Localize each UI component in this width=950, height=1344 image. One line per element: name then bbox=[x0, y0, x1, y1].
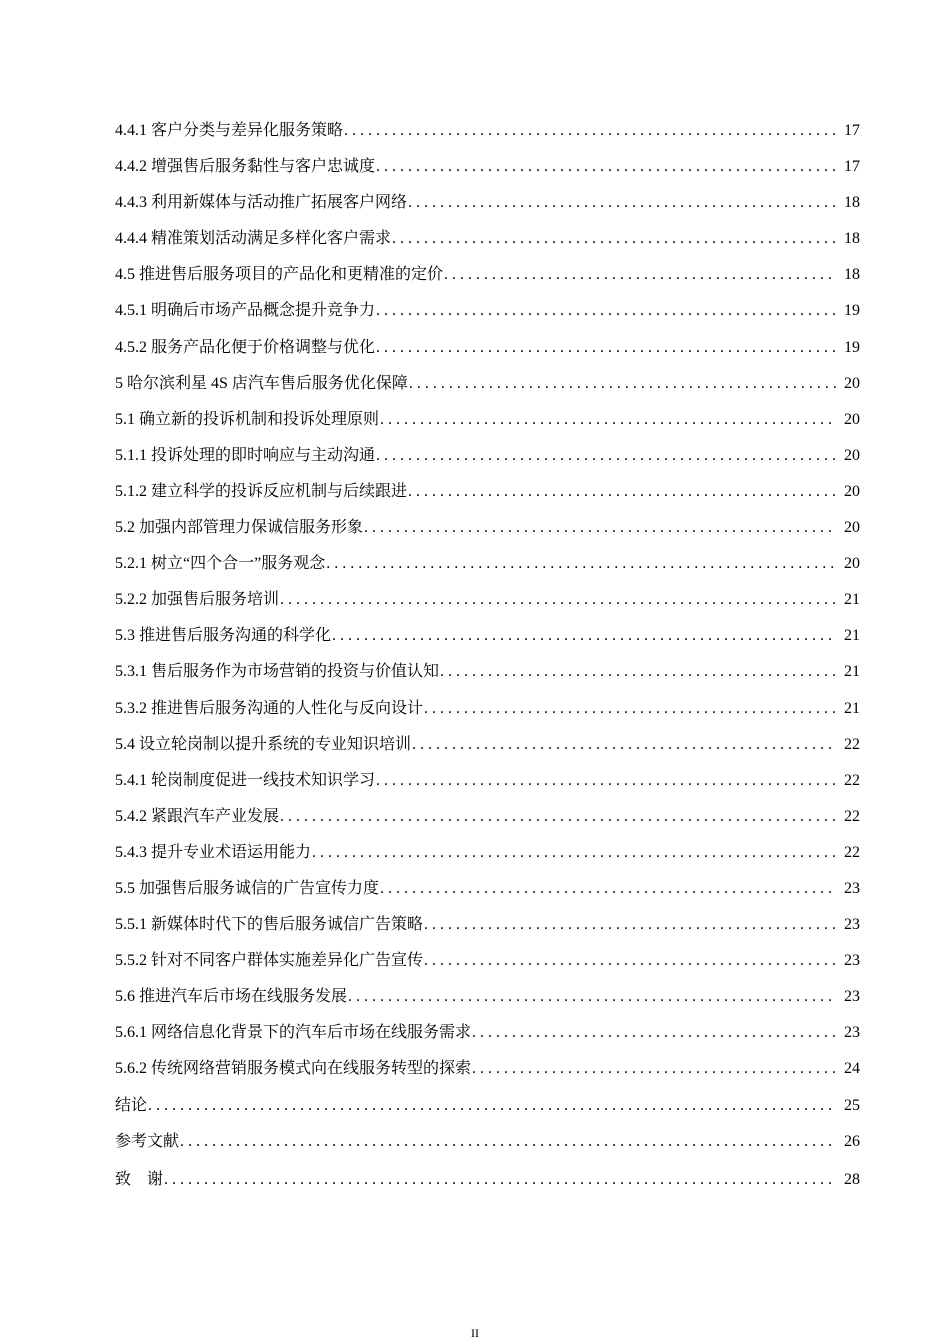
toc-entry-page: 26 bbox=[844, 1132, 860, 1150]
toc-entry-page: 24 bbox=[844, 1060, 860, 1078]
toc-entry-title: 5.4.3 提升专业术语运用能力 bbox=[115, 843, 312, 861]
toc-entry[interactable] bbox=[115, 293, 860, 329]
toc-dot-leader bbox=[326, 546, 836, 582]
toc-entry-page: 22 bbox=[844, 771, 860, 789]
toc-entry-page: 17 bbox=[844, 122, 860, 139]
toc-entry[interactable] bbox=[115, 654, 860, 690]
toc-entry-page: 23 bbox=[844, 1024, 860, 1042]
toc-dot-leader bbox=[376, 763, 836, 799]
toc-entry-title: 5.4.1 轮岗制度促进一线技术知识学习 bbox=[115, 771, 376, 789]
toc-entry-page: 17 bbox=[844, 158, 860, 176]
toc-entry-page: 22 bbox=[844, 735, 860, 753]
toc-dot-leader bbox=[280, 582, 836, 618]
toc-entry-title: 4.5 推进售后服务项目的产品化和更精准的定价 bbox=[115, 266, 444, 284]
toc-dot-leader bbox=[409, 366, 836, 402]
toc-entry-page: 23 bbox=[844, 988, 860, 1006]
toc-entry-page: 22 bbox=[844, 807, 860, 825]
toc-dot-leader bbox=[424, 943, 836, 979]
toc-dot-leader bbox=[424, 691, 836, 727]
toc-dot-leader bbox=[376, 149, 836, 185]
toc-entry-page: 20 bbox=[844, 482, 860, 500]
toc-entry[interactable] bbox=[115, 582, 860, 618]
toc-entry[interactable] bbox=[115, 835, 860, 871]
toc-entry-title: 4.4.3 利用新媒体与活动推广拓展客户网络 bbox=[115, 194, 408, 212]
toc-entry[interactable] bbox=[115, 510, 860, 546]
toc-dot-leader bbox=[444, 257, 836, 293]
toc-entry-page: 22 bbox=[844, 843, 860, 861]
toc-dot-leader bbox=[392, 221, 836, 257]
toc-entry[interactable] bbox=[115, 221, 860, 257]
toc-entry[interactable] bbox=[115, 943, 860, 979]
toc-dot-leader bbox=[376, 293, 836, 329]
toc-dot-leader bbox=[380, 871, 836, 907]
toc-entry-title: 参考文献 bbox=[115, 1132, 180, 1150]
toc-entry-title: 4.5.2 服务产品化便于价格调整与优化 bbox=[115, 338, 376, 356]
toc-dot-leader bbox=[472, 1051, 836, 1087]
toc-entry[interactable] bbox=[115, 402, 860, 438]
toc-entry-title: 5.1 确立新的投诉机制和投诉处理原则 bbox=[115, 410, 380, 428]
toc-entry-title: 5.5 加强售后服务诚信的广告宣传力度 bbox=[115, 879, 380, 897]
toc-entry[interactable] bbox=[115, 1088, 860, 1124]
toc-dot-leader bbox=[348, 979, 836, 1015]
toc-dot-leader bbox=[408, 474, 836, 510]
toc-entry[interactable] bbox=[115, 1124, 860, 1160]
toc-entry-title: 5.6 推进汽车后市场在线服务发展 bbox=[115, 988, 348, 1006]
toc-entry-page: 21 bbox=[844, 699, 860, 717]
toc-entry-title: 5.2.1 树立“四个合一”服务观念 bbox=[115, 555, 326, 573]
page-number: II bbox=[471, 1326, 479, 1340]
toc-dot-leader bbox=[440, 654, 836, 690]
toc-entry-title: 4.4.1 客户分类与差异化服务策略 bbox=[115, 122, 344, 139]
toc-entry-page: 20 bbox=[844, 555, 860, 573]
toc-entry[interactable] bbox=[115, 871, 860, 907]
toc-entry[interactable] bbox=[115, 691, 860, 727]
toc-dot-leader bbox=[376, 438, 836, 474]
toc-entry[interactable] bbox=[115, 799, 860, 835]
toc-entry[interactable] bbox=[115, 149, 860, 185]
toc-entry-page: 21 bbox=[844, 591, 860, 609]
toc-dot-leader bbox=[424, 907, 836, 943]
toc-entry-title: 5.6.2 传统网络营销服务模式向在线服务转型的探索 bbox=[115, 1060, 472, 1078]
toc-dot-leader bbox=[380, 402, 836, 438]
toc-entry-title: 5.3 推进售后服务沟通的科学化 bbox=[115, 627, 332, 645]
toc-entry-page: 21 bbox=[844, 663, 860, 681]
toc-entry-page: 18 bbox=[844, 230, 860, 248]
toc-entry-title: 结论 bbox=[115, 1096, 148, 1114]
toc-entry-title: 5.5.2 针对不同客户群体实施差异化广告宣传 bbox=[115, 952, 424, 970]
toc-entry[interactable] bbox=[115, 727, 860, 763]
toc-entry-title: 4.4.4 精准策划活动满足多样化客户需求 bbox=[115, 230, 392, 248]
toc-entry-title: 5.6.1 网络信息化背景下的汽车后市场在线服务需求 bbox=[115, 1024, 472, 1042]
toc-dot-leader bbox=[180, 1124, 836, 1160]
toc-entry-title: 5.2.2 加强售后服务培训 bbox=[115, 591, 280, 609]
toc-entry-page: 19 bbox=[844, 302, 860, 320]
toc-entry[interactable] bbox=[115, 763, 860, 799]
toc-entry[interactable] bbox=[115, 474, 860, 510]
toc-entry-page: 18 bbox=[844, 194, 860, 212]
toc-entry-page: 23 bbox=[844, 916, 860, 934]
toc-entry-title: 5.5.1 新媒体时代下的售后服务诚信广告策略 bbox=[115, 916, 424, 934]
toc-entry-page: 18 bbox=[844, 266, 860, 284]
toc-entry-page: 20 bbox=[844, 410, 860, 428]
toc-entry-title: 致 谢 bbox=[115, 1170, 164, 1188]
toc-dot-leader bbox=[332, 618, 836, 654]
toc-entry[interactable] bbox=[115, 257, 860, 293]
toc-entry[interactable] bbox=[115, 113, 860, 149]
toc-entry-title: 5.3.2 推进售后服务沟通的人性化与反向设计 bbox=[115, 699, 424, 717]
toc-dot-leader bbox=[364, 510, 836, 546]
toc-entry[interactable] bbox=[115, 1051, 860, 1087]
toc-entry-page: 21 bbox=[844, 627, 860, 645]
toc-entry-page: 20 bbox=[844, 519, 860, 537]
toc-entry-title: 4.4.2 增强售后服务黏性与客户忠诚度 bbox=[115, 158, 376, 176]
toc-dot-leader bbox=[344, 113, 836, 149]
toc-entry-page: 23 bbox=[844, 952, 860, 970]
toc-entry[interactable] bbox=[115, 438, 860, 474]
toc-entry-page: 19 bbox=[844, 338, 860, 356]
toc-entry[interactable] bbox=[115, 979, 860, 1015]
toc-entry[interactable] bbox=[115, 907, 860, 943]
toc-entry-title: 5.1.1 投诉处理的即时响应与主动沟通 bbox=[115, 446, 376, 464]
toc-entry-page: 20 bbox=[844, 446, 860, 464]
table-of-contents bbox=[115, 113, 860, 1200]
toc-dot-leader bbox=[148, 1088, 836, 1124]
toc-entry-page: 28 bbox=[844, 1170, 860, 1188]
toc-entry-title: 5.4.2 紧跟汽车产业发展 bbox=[115, 807, 280, 825]
toc-dot-leader bbox=[408, 185, 836, 221]
toc-entry-page: 23 bbox=[844, 879, 860, 897]
toc-dot-leader bbox=[312, 835, 836, 871]
toc-entry[interactable] bbox=[115, 366, 860, 402]
toc-entry-page: 25 bbox=[844, 1096, 860, 1114]
toc-dot-leader bbox=[280, 799, 836, 835]
toc-entry[interactable] bbox=[115, 546, 860, 582]
toc-entry-title: 5.3.1 售后服务作为市场营销的投资与价值认知 bbox=[115, 663, 440, 681]
toc-entry-title: 5.1.2 建立科学的投诉反应机制与后续跟进 bbox=[115, 482, 408, 500]
toc-dot-leader bbox=[376, 330, 836, 366]
toc-dot-leader bbox=[164, 1160, 836, 1200]
toc-entry-title: 5 哈尔滨利星 4S 店汽车售后服务优化保障 bbox=[115, 374, 408, 392]
toc-entry[interactable] bbox=[115, 1160, 860, 1200]
toc-entry-page: 20 bbox=[844, 374, 860, 392]
toc-entry[interactable] bbox=[115, 185, 860, 221]
toc-entry-title: 4.5.1 明确后市场产品概念提升竞争力 bbox=[115, 302, 376, 320]
toc-entry[interactable] bbox=[115, 330, 860, 366]
toc-entry-title: 5.4 设立轮岗制以提升系统的专业知识培训 bbox=[115, 735, 412, 753]
toc-dot-leader bbox=[472, 1015, 836, 1051]
toc-entry-title: 5.2 加强内部管理力保诚信服务形象 bbox=[115, 519, 364, 537]
toc-dot-leader bbox=[412, 727, 836, 763]
toc-entry[interactable] bbox=[115, 618, 860, 654]
toc-entry[interactable] bbox=[115, 1015, 860, 1051]
